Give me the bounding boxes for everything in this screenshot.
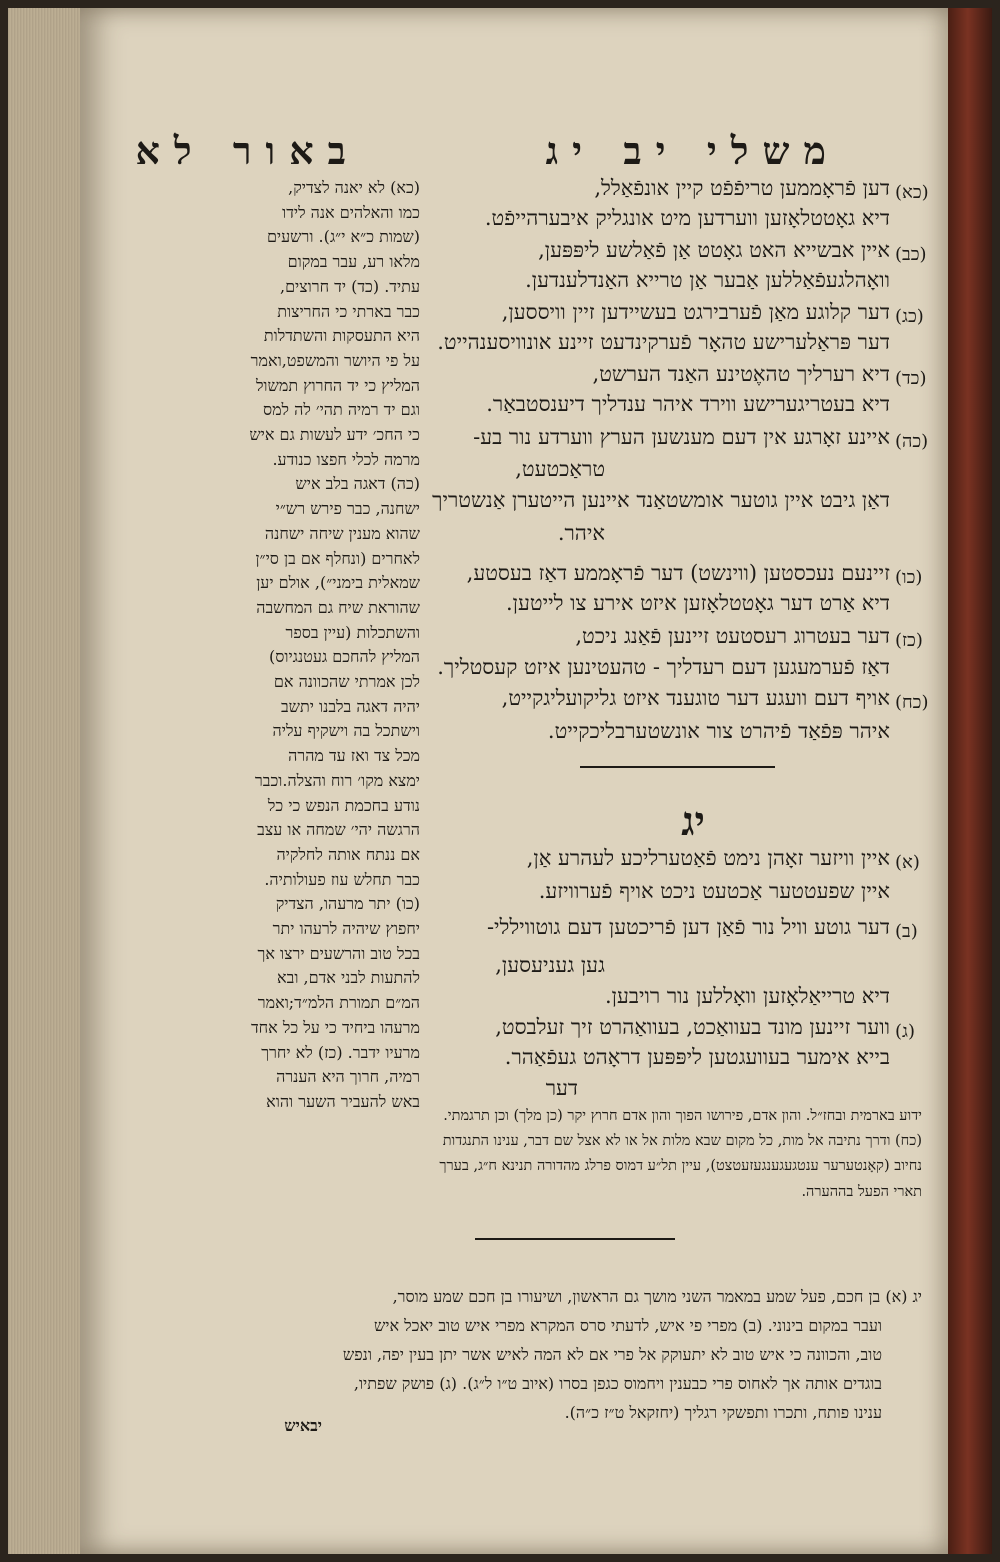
section-rule [580, 766, 775, 768]
verse-line: איין שפעטטער אַכטעט ניכט אויף פֿערוויזע. [538, 879, 890, 903]
biur-line: בכל טוב והרשעים ירצו אך [257, 943, 420, 963]
biur-line: יחפוץ שיהיה לרעהו יתר [272, 919, 420, 938]
biur-line: הרגשה יהי׳ שמחה או עצב [257, 820, 420, 840]
biur-line: על פי היושר והמשפט,ואמר [250, 350, 420, 370]
footnote-line: יג (א) בן חכם, פעל שמע במאמר השני מושך גם הראשון, ושיעורו בן חכם שמע מוסר, [392, 1287, 922, 1306]
biur-line: כבר תחלש עוז פעולותיה. [264, 869, 420, 889]
verse-line: ווער זיינען מונד בעוואַכט, בעוואַהרט זיך זעלבסט, [495, 1015, 890, 1039]
chapter-heading: יג [681, 798, 705, 845]
running-head-right: משלי יב יג [545, 128, 840, 173]
verse-line: זיינעם נעכסטען (ווינשט) דער פֿראָממע דאַז בעסטע, [466, 561, 890, 585]
verse-line: אויף דעם וועגע דער טוגענד איזט גליקועליגקייט, [501, 686, 890, 710]
continuation-line: נחיוב (קאָנטערער ענטגעגענגעזעטצט), עיין תל״ע דמוס פרלג מהדורה תנינא ח״ג, בערך [439, 1158, 922, 1174]
continuation-line: תארי הפעל בההערה. [801, 1184, 922, 1200]
verse-number: (כג) [895, 306, 924, 327]
verse-line: איין אבשייא האט גאָטט אַן פֿאַלשע ליפּפּען, [538, 238, 890, 262]
biur-line: רמיה, חרוך היא הענרה [276, 1067, 420, 1087]
biur-line: כמו והאלהים אנה לידו [282, 202, 420, 222]
biur-line: ישחנה, כבר פירש רש״י [275, 499, 420, 519]
verse-number: (כז) [895, 630, 923, 651]
biur-line: וגם יד רמיה תהי׳ לה למס [262, 400, 420, 420]
biur-line: באש להעביר השער והוא [266, 1091, 420, 1111]
footnote-rule [475, 1238, 675, 1240]
biur-line: המליץ להחכם געטנגיוס) [269, 647, 420, 667]
verse-line: איין וויזער זאָהן נימט פֿאַטערליכע לעהרע אַן, [526, 846, 890, 870]
biur-line: לכן אמרתי שהכוונה אם [273, 672, 420, 691]
biur-line: (כא) לא יאנה לצדיק, [288, 178, 420, 197]
biur-line: מלאו רע, עבר במקום [287, 252, 420, 272]
biur-line: כי החכ׳ ידע לעשות גם איש [249, 425, 420, 444]
biur-line: המ״ם תמורת הלמ״ד;ואמר [257, 993, 420, 1013]
verse-line: איהר פּפֿאַד פֿיהרט צור אונשטערבליכקייט. [547, 719, 890, 743]
biur-line: וישתכל בה וישקיף עליה [272, 721, 420, 741]
footnote-line: ענינו פותח, ותכרו ותפשקי רגליך (יחזקאל ט״ז כ״ה). [564, 1403, 882, 1422]
catchword-foot: יבאיש [284, 1416, 322, 1435]
verse-line: דער פּראַלערישע טהאָר פֿערקינדעט זיינע אונוויסענהייט. [437, 330, 890, 354]
biur-line: שמאלית בימני״), אולם יען [256, 573, 420, 593]
verse-number: (כד) [895, 368, 927, 389]
biur-line: יהיה דאגה בלבנו יתשב [280, 696, 420, 716]
verse-line: דיא טרייאַלאָזען וואָללען נור רויבען. [604, 984, 890, 1008]
biur-line: והשתכלות (עיין בספר [285, 622, 420, 642]
verse-line: דאַז פֿערמעגען דעם רעדליך - טהעטינען איזט קעסטליך. [437, 655, 890, 679]
biur-line: מכל צד ואז עד מהרה [288, 746, 420, 766]
catchword-main: דער [545, 1076, 578, 1100]
verse-line: דאַן גיבט איין גוטער אומשטאַנד איינען הייטערן אַנשטריך [432, 488, 890, 512]
footnote-line: טוב, והכוונה כי איש טוב לא יתעוקק אל פרי אם לא המה לאיש אשר יתן בעין יפה, ונפש [342, 1345, 882, 1364]
verse-number: (כח) [895, 692, 929, 713]
biur-line: מרמה לכלי חפצו כנודע. [272, 449, 420, 469]
verse-line: איהר. [557, 521, 605, 545]
page-edges [8, 8, 82, 1554]
verse-number: (ב) [895, 921, 918, 942]
verse-line: גען געניעסען, [495, 953, 605, 977]
verse-line: וואָהלגעפֿאַללען אַבער אַן טרייא האַנדלענדען. [525, 268, 890, 292]
verse-number: (ג) [895, 1021, 915, 1042]
verse-line: איינע זאָרגע אין דעם מענשען הערץ ווערדע נור בע- [473, 425, 890, 449]
biur-line: עתיד. (כד) יד חרוצים, [279, 276, 420, 296]
verse-line: דער קלוגע מאַן פֿערבירגט בעשיידען זיין וויססען, [501, 300, 890, 324]
verse-number: (א) [895, 852, 920, 873]
biur-line: מרעהו ביחיד כי על כל אחד [250, 1017, 420, 1037]
biur-line: (כה) דאגה בלב איש [295, 474, 420, 494]
biur-line: שהוא מענין שיחה ישחנה [264, 523, 420, 543]
verse-line: דער בעטרוג רעסטעט זיינען פֿאַנג ניכט, [575, 624, 890, 648]
verse-line: דיא גאָטטלאָזען ווערדען מיט אונגליק איבערהייפֿט. [484, 206, 890, 230]
biur-line: להתעות לבני אדם, ובא [277, 968, 420, 988]
verse-number: (כב) [895, 244, 927, 265]
verse-line: בייא אימער בעוועגטען ליפּפּען דראָהט געפֿאַהר. [504, 1045, 890, 1069]
verse-line: דיא רערליך טהאֶטינע האַנד הערשט, [592, 362, 890, 386]
biur-line: המליץ כי יד החרוץ תמשול [255, 375, 420, 395]
verse-line: דער גוטע וויל נור פֿאַן דען פֿריכטען דעם גוטוויללי- [486, 915, 890, 939]
verse-line: דיא בעטריגערישע ווירד איהר ענדליך דיענסטבאַר. [486, 392, 890, 416]
footnote-line: בוגדים אותה אך לאחוס פרי כבענין ויחמוס כגפן בסרו (איוב ט״ו ל״ג). (ג) פושק שפתיו, [353, 1374, 882, 1393]
right-binding-edge [948, 8, 992, 1554]
verse-number: (כא) [895, 182, 929, 203]
biur-line: שהוראת שיח גם המחשבה [256, 597, 420, 617]
biur-line: ימצא מקו׳ רוח והצלה.וכבר [254, 770, 420, 790]
verse-line: דיא אַרט דער גאָטטלאָזען איזט אירע צו לייטען. [505, 591, 890, 615]
verse-line: דען פֿראָממען טריפֿפֿט קיין אונפֿאַלל, [594, 176, 890, 200]
verse-number: (כה) [895, 431, 929, 452]
biur-line: (כו) יתר מרעהו, הצדיק [275, 894, 420, 914]
biur-line: אם ננתח אותה לחלקיה [276, 844, 420, 864]
biur-line: כבר בארתי כי החריצות [277, 301, 420, 321]
continuation-line: ידוע בארמית ובחז״ל. והון אדם, פירושו הפוך והון אדם חרוץ יקר (כן מלך) וכן תרגמתי. [443, 1108, 922, 1124]
biur-line: לאחרים (ונחלף אם בן סי״ן [255, 548, 420, 568]
verse-number: (כו) [895, 567, 923, 588]
verse-line: טראַכטעט, [515, 457, 605, 481]
continuation-line: (כח) ודרך נתיבה אל מות, כל מקום שבא מלות אל או לא אצל שם דבר, ענינו התנגדות [442, 1133, 922, 1149]
biur-line: מרעיו ידבר. (כז) לא יחרך [261, 1042, 420, 1062]
biur-line: נודע בחכמת הנפש כי כל [267, 795, 420, 815]
biur-line: (שמות כ״א י״ג). ורשעים [266, 227, 420, 247]
biur-line: היא התעסקות והשתדלות [263, 326, 420, 346]
running-head-left: באור לא [135, 128, 360, 173]
footnote-line: ועבר במקום בינוני. (ב) מפרי פי איש, לדעתי סרס המקרא מפרי איש טוב יאכל איש [373, 1316, 882, 1335]
